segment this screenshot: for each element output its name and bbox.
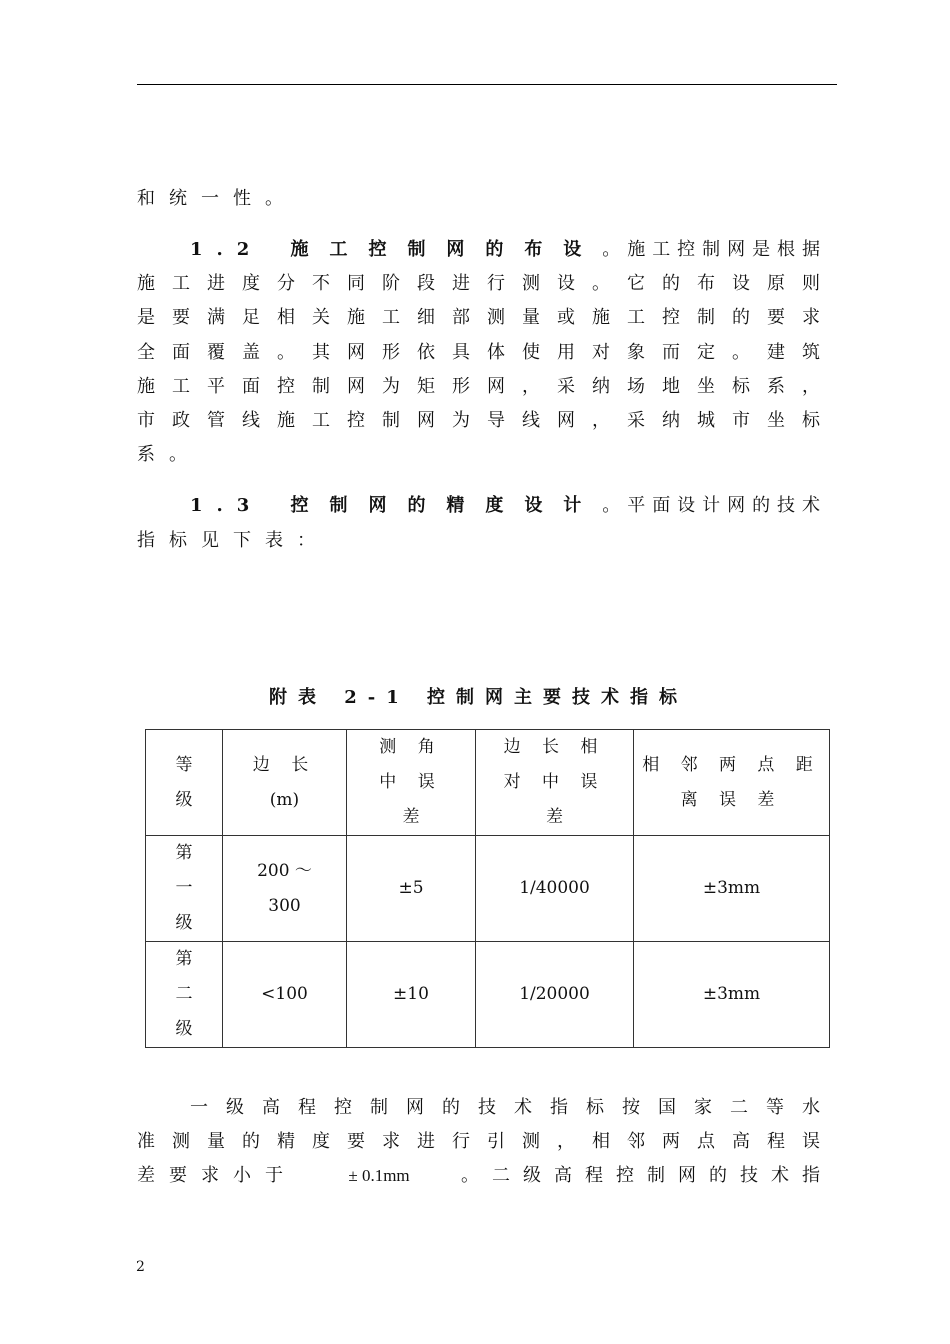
paragraph-line: 系。 bbox=[137, 444, 201, 465]
header-relative-error: 边 长 相 对 中 误 差 bbox=[476, 730, 634, 836]
cell-relative-error: 1/20000 bbox=[476, 942, 634, 1048]
section-heading: 1.2 施工控制网的布设 bbox=[190, 239, 603, 260]
section-heading: 1.3 控制网的精度设计 bbox=[190, 495, 603, 516]
header-grade: 等 级 bbox=[146, 730, 223, 836]
cell-adjacent-error: ±3mm bbox=[634, 942, 830, 1048]
paragraph-line bbox=[137, 1165, 833, 1187]
paragraph-line: 准测量的精度要求进行引测，相邻两点高程误 bbox=[137, 1131, 820, 1152]
cell-grade: 第 一 级 bbox=[146, 836, 223, 942]
header-angle-error: 测 角 中 误 差 bbox=[347, 730, 476, 836]
table-header-row bbox=[146, 730, 830, 836]
paragraph-text: 。施工控制网是根据 bbox=[602, 239, 821, 260]
cell-relative-error: 1/40000 bbox=[476, 836, 634, 942]
cell-angle-error: ±10 bbox=[347, 942, 476, 1048]
table-row bbox=[146, 836, 830, 942]
paragraph-line: 施工平面控制网为矩形网，采纳场地坐标系， bbox=[137, 376, 820, 397]
paragraph-line: 施工进度分不同阶段进行测设。它的布设原则 bbox=[137, 273, 820, 294]
paragraph-text: 。平面设计网的技术 bbox=[602, 495, 821, 516]
paragraph-line: 是要满足相关施工细部测量或施工控制的要求 bbox=[137, 307, 820, 328]
cell-adjacent-error: ±3mm bbox=[634, 836, 830, 942]
cell-grade: 第 二 级 bbox=[146, 942, 223, 1048]
table-row bbox=[146, 942, 830, 1048]
paragraph-text: 差要求小于 bbox=[137, 1165, 297, 1186]
page-number: 2 bbox=[136, 1259, 145, 1275]
header-side-length: 边 长 (m) bbox=[223, 730, 347, 836]
table-caption: 附表 2-1 控制网主要技术指标 bbox=[268, 687, 689, 708]
cell-side-length: 200 ～ 300 bbox=[223, 836, 347, 942]
tolerance-value: ± 0.1mm bbox=[348, 1166, 410, 1185]
technical-index-table bbox=[145, 729, 830, 1048]
paragraph-line: 和统一性。 bbox=[137, 188, 297, 209]
header-adjacent-error: 相 邻 两 点 距 离 误 差 bbox=[634, 730, 830, 836]
cell-angle-error: ±5 bbox=[347, 836, 476, 942]
paragraph-line bbox=[190, 239, 820, 261]
paragraph-line: 市政管线施工控制网为导线网，采纳城市坐标 bbox=[137, 410, 820, 431]
cell-side-length: <100 bbox=[223, 942, 347, 1048]
paragraph-line: 一级高程控制网的技术指标按国家二等水 bbox=[190, 1097, 820, 1118]
paragraph-line bbox=[190, 495, 820, 517]
paragraph-line: 指标见下表： bbox=[137, 530, 329, 551]
paragraph-line: 全面覆盖。其网形依具体使用对象而定。建筑 bbox=[137, 342, 820, 363]
paragraph-text: 。二级高程控制网的技术指 bbox=[461, 1165, 833, 1186]
header-rule bbox=[137, 84, 837, 85]
